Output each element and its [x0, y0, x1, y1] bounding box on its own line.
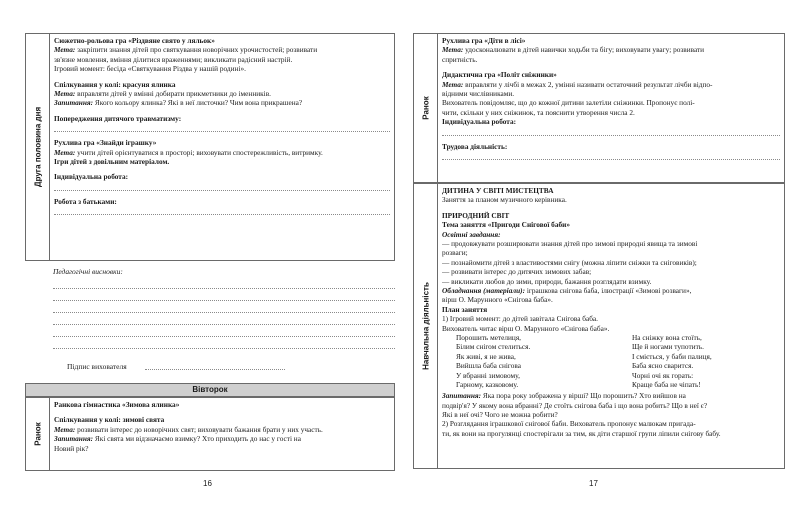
text-label: Мета: [54, 45, 76, 55]
poem-left-column [456, 333, 530, 389]
morning-side-label-right: Ранок [414, 34, 438, 182]
text-line: Вихователь читає вірш О. Марунного «Снігова баба». [442, 323, 610, 333]
poem-line: Гарному, казковому. [456, 380, 519, 390]
text-line: Заняття за планом музичного керівника. [442, 195, 567, 205]
heading-line: Рухлива гра «Діти в лісі» [442, 36, 526, 45]
text-body: закріпити знання дітей про святкування новорічних урочистостей; розвивати [75, 45, 318, 55]
text-line [54, 434, 390, 443]
text-line [54, 148, 390, 157]
text-label: Запитання: [54, 98, 94, 108]
heading-line: Рухлива гра «Знайди іграшку» [54, 138, 157, 148]
text-line [54, 89, 390, 98]
afternoon-content [54, 36, 390, 258]
poem-line: Краще баба не чіпать! [632, 380, 701, 390]
right-page [413, 33, 785, 493]
fill-in-line[interactable] [442, 127, 780, 136]
text-line [442, 286, 780, 295]
heading-line: Ігри дітей з довільним матеріалом. [54, 157, 170, 167]
day-header: Вівторок [25, 383, 395, 397]
section-side-label: Друга половина дня [26, 34, 50, 260]
heading-line: Сюжетно-рольова гра «Різдвяне свято у ляльок» [54, 36, 215, 45]
poem-line: Ще й ногами тупотить. [632, 342, 704, 352]
heading-line: Трудова діяльність: [442, 141, 508, 151]
morning-section-left [25, 397, 395, 471]
text-line: чити, скільки у них сніжинок, та пояснити утворення числа 2. [442, 107, 635, 117]
heading-line: Дидактична гра «Політ сніжинки» [442, 70, 557, 80]
text-body: Яка пора року зображена у вірші? Що порошить? Хто вийшов на [481, 391, 686, 401]
text-line: спритність. [442, 54, 478, 64]
text-line [54, 425, 390, 434]
text-line: Новий рік? [54, 443, 89, 453]
text-line [442, 45, 780, 54]
text-line: Освітні завдання: [442, 229, 501, 239]
text-label: Мета: [54, 424, 76, 434]
text-line [54, 45, 390, 54]
poem-line: І сміється, у баби палиця, [632, 351, 712, 361]
poem-line: Білим снігом стелиться. [456, 342, 531, 352]
text-line: вірш О. Марунного «Снігова баба». [442, 295, 553, 305]
text-body: іграшкова снігова баба, ілюстрації «Зимові розваги», [525, 286, 692, 296]
poem-line: Чорні очі як горать: [632, 370, 694, 380]
text-body: удосконалювати в дітей навички ходьби та бігу; виховувати увагу; розвивати [463, 45, 705, 55]
fill-in-line[interactable] [54, 182, 390, 191]
page-number-left: 16 [203, 479, 212, 488]
morning-side-label: Ранок [26, 398, 50, 470]
heading-line: Тема заняття «Пригоди Снігової баби» [442, 220, 570, 230]
heading-line: Робота з батьками: [54, 196, 117, 206]
text-line: Які в неї очі? Чого не можна робити? [442, 409, 558, 419]
learning-side-label: Навчальна діяльність [414, 184, 438, 468]
heading-line: Спілкування у колі: красуня ялинка [54, 79, 176, 89]
heading-line: Індивідуальна робота: [442, 117, 517, 127]
fill-in-line[interactable] [442, 151, 780, 160]
text-label: Мета: [442, 45, 464, 55]
text-line: — викликати любов до зими, природи, бажання розглядати взимку. [442, 276, 652, 286]
text-label: Обладнання (матеріали): [442, 286, 526, 296]
fill-in-line[interactable] [54, 123, 390, 132]
text-line: — розвивати інтерес до дитячих зимових забав; [442, 267, 592, 277]
text-line: подвір'я? У якому вона вбранні? Де стоїть снігова баба і що вона робить? Що в неї є? [442, 400, 708, 410]
text-label: Мета: [442, 79, 464, 89]
signature-line[interactable] [145, 369, 285, 370]
text-line: 2) Розглядання іграшкової снігової баби. Вихователь пропонує малюкам пригада- [442, 419, 696, 429]
heading-line: Ранкова гімнастика «Зимова ялинка» [54, 400, 180, 409]
text-line: ти, як вони на прогулянці спостерігали за тим, як діти старшої групи ліпили снігову бабу. [442, 428, 721, 438]
heading-line: ПРИРОДНИЙ СВІТ [442, 210, 510, 220]
poem-right-column [632, 333, 712, 389]
poem [442, 333, 780, 391]
heading-line: Індивідуальна робота: [54, 172, 129, 182]
signature-label: Підпис вихователя [67, 362, 127, 371]
text-line [442, 80, 780, 89]
learning-section [413, 183, 785, 469]
poem-line: Вийшла баба снігова [456, 361, 521, 371]
text-line: Вихователь повідомляє, що до кожної дитини залетіли сніжинки. Пропонує полі- [442, 98, 695, 108]
text-body: розвивати інтерес до новорічних свят; виховувати бажання брати у них участь. [75, 424, 323, 434]
text-line: розваги; [442, 248, 468, 258]
heading-line: План заняття [442, 304, 488, 314]
text-body: учити дітей орієнтуватися в просторі; виховувати спостережливість, витримку. [75, 147, 323, 157]
poem-line: Баба ясно сварится. [632, 361, 694, 371]
poem-line: У вбранні зимовому, [456, 370, 520, 380]
text-line [54, 98, 390, 107]
morning-section-right [413, 33, 785, 183]
text-line: — продовжувати розширювати знання дітей про зимові природні явища та зимові [442, 239, 698, 249]
heading-line: Попередження дитячого травматизму: [54, 113, 182, 123]
text-body: Які свята ми відзначаємо взимку? Хто приходить до нас у гості на [93, 434, 301, 444]
poem-line: Як живі, я не жива, [456, 351, 516, 361]
poem-line: На сніжку вона стоїть, [632, 333, 702, 343]
text-line: зв'язне мовлення, вміння ділитися враженнями; викликати радісний настрій. [54, 54, 293, 64]
text-line: 1) Ігровий момент: до дітей завітала Снігова баба. [442, 314, 598, 324]
heading-line: Спілкування у колі: зимові свята [54, 415, 165, 425]
fill-in-line[interactable] [54, 206, 390, 215]
morning-content-right [442, 36, 780, 180]
afternoon-section [25, 33, 395, 261]
morning-content-left [54, 400, 390, 468]
text-body: вправляти дітей у вмінні добирати прикметники до іменників. [75, 89, 271, 99]
text-line: відними числівниками. [442, 89, 515, 99]
text-label: Мета: [54, 89, 76, 99]
learning-content [442, 186, 780, 466]
left-page [25, 33, 395, 493]
text-label: Запитання: [54, 434, 94, 444]
text-line: Ігровий момент: бесіда «Святкування Різдва у нашій родині». [54, 64, 246, 74]
heading-line: ДИТИНА У СВІТІ МИСТЕЦТВА [442, 186, 554, 195]
text-label: Мета: [54, 147, 76, 157]
text-body: вправляти у лічбі в межах 2, умінні називати остаточний результат лічби відпо- [463, 79, 713, 89]
notes-lines[interactable] [53, 277, 395, 349]
text-body: Якого кольору ялинка? Які в неї листочки? Чим вона прикрашена? [93, 98, 303, 108]
text-line: — познайомити дітей з властивостями снігу (можна ліпити сніжки та сніговиків); [442, 257, 697, 267]
poem-line: Порошить метелиця, [456, 333, 521, 343]
text-line [442, 391, 780, 400]
notes-title: Педагогічні висновки: [53, 267, 123, 276]
page-number-right: 17 [589, 479, 598, 488]
text-label: Запитання: [442, 391, 482, 401]
